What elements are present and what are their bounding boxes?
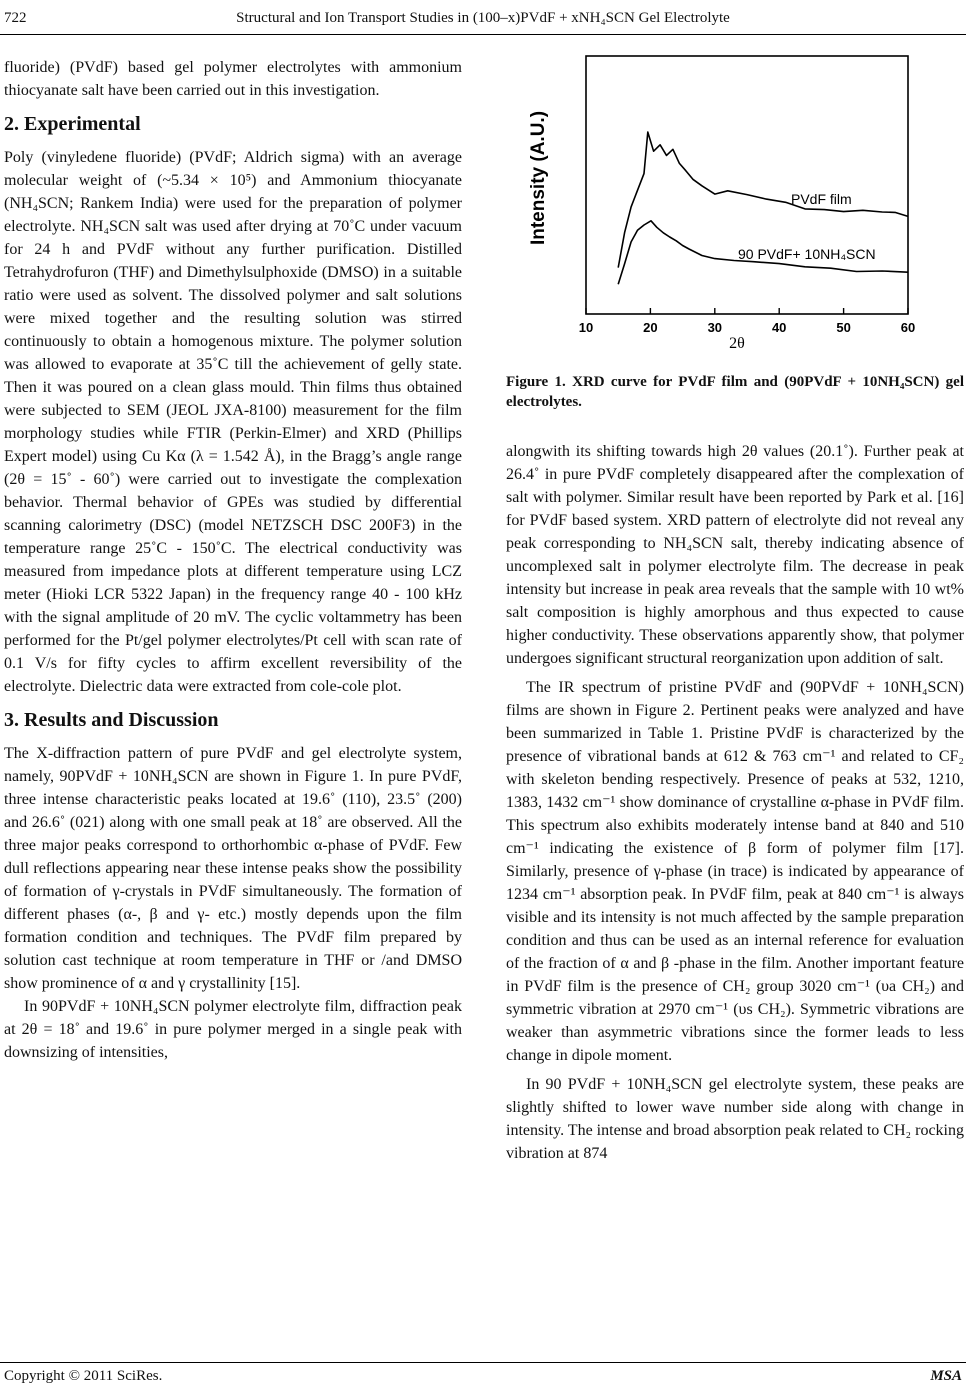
x-ticks: [579, 308, 915, 335]
page-header: [0, 10, 966, 34]
section-heading-results: 3. Results and Discussion: [4, 709, 219, 731]
copyright: Copyright © 2011 SciRes.: [4, 1368, 163, 1384]
x-axis-label: 2θ: [729, 335, 745, 352]
x-tick-label: 40: [771, 320, 787, 335]
series-label-pvdf: PVdF film: [791, 191, 852, 207]
y-axis-label: Intensity (A.U.): [528, 110, 549, 246]
continued-paragraph: alongwith its shifting towards high 2θ values (20.1˚). Further peak at 26.4˚ in pure PVdF completely disappeared after the complexation of salt with polymer. Similar result have been reported by Park et al. [16] for PVdF based system. XRD pattern of electrolyte did not reveal any peak corresponding to NH₄SCN salt, thereby indicating absence of uncomplexed salt in polymer electrolyte film. The decrease in peak intensity but increase in peak area reveals that the sample with 10 wt% salt composition is highly amorphous and thus expected to cause higher conductivity. These observations apparently show, that polymer undergoes significant structural reorganization upon addition of salt.: [506, 443, 964, 667]
x-tick-label: 50: [836, 320, 851, 335]
results-paragraph-1: The X-diffraction pattern of pure PVdF and gel electrolyte system, namely, 90PVdF + 10NH₄SCN are shown in Figure 1. In pure PVdF, three intense characteristic peaks located at 19.6˚ (110), 23.5˚ (200) and 26.6˚ (021) along with one small peak at 18˚ are observed. All the three major peaks correspond to orthorhombic α-phase of PVdF. Few dull reflections appearing near these intense peaks show the possibility of formation of γ-crystals in PVdF simultaneously. The formation of different phases (α-, β and γ- etc.) mostly depends upon the film formation condition and techniques. The PVdF film prepared by solution cast technique at room temperature in THF or /and DMSO show prominence of α and γ crystallinity [15].: [4, 745, 462, 992]
results-paragraph-2: In 90PVdF + 10NH₄SCN polymer electrolyte film, diffraction peak at 2θ = 18˚ and 19.6˚ in pure polymer merged in a single peak with downsizing of intensities,: [4, 998, 462, 1061]
figure-1: [506, 48, 964, 408]
experimental-paragraph: Poly (vinyledene fluoride) (PVdF; Aldrich sigma) with an average molecular weight of (~5.34 × 10⁵) and Ammonium thiocyanate (NH₄SCN; Rankem India) were used for the preparation of polymer electrolyte. NH₄SCN salt was used after drying at 70˚C under vacuum for 24 h and PVdF without any further purification. Distilled Tetrahydrofuron (THF) and Dimethylsulphoxide (DMSO) in a suitable ratio were used as solvent. The dissolved polymer and salt solutions were mixed together and the resulting solution was stirred continuously to obtain a homogenous mixture. The polymer solution was allowed to evaporate at 35˚C till the achievement of gelly state. Then it was poured on a clean glass mould. Thin films thus obtained were subjected to SEM (JEOL JXA-8100) measurement for the film morphology studies while FTIR (Perkin-Elmer) and XRD (Phillips Expert model) using Cu Kα (λ = 1.542 Å), in the Bragg’s angle range (2θ = 15˚ - 60˚) were carried out to investigate the complexation behavior. Thermal behavior of GPEs was studied by differential scanning calorimetry (DSC) (model NETZSCH DSC 200F3) in the temperature range 25˚C - 150˚C. The electrical conductivity was measured from impedance plots at different temperature using LCZ meter (Hioki LCR 5322 Japan) in the frequency range 40 - 100 kHz with the signal amplitude of 20 mV. The cyclic voltammetry has been performed for the Pt/gel polymer electrolytes/Pt cell with scan rate of 0.1 V/s for fifty cycles to affirm excellent reversibility of the electrolyte. Dielectric data were extracted from cole-cole plot.: [4, 149, 462, 695]
x-tick-label: 20: [643, 320, 658, 335]
xrd-chart: [506, 48, 964, 368]
ir-paragraph: The IR spectrum of pristine PVdF and (90PVdF + 10NH₄SCN) films are shown in Figure 2. Pertinent peaks were analyzed and have been summarized in Table 1. Pristine PVdF is characterized by the presence of vibrational bands at 612 & 763 cm⁻¹ and related to CF₂ with skeleton bending respectively. Presence of peaks at 532, 1210, 1383, 1432 cm⁻¹ show dominance of crystalline α-phase in PVdF film. This spectrum also exhibits moderately intense band at 840 and 510 cm⁻¹ indicating the existence of β form of polymer film [17]. Similarly, presence of γ-phase (in trace) is indicated by appearance of 1234 cm⁻¹ absorption peak. In PVdF film, peak at 840 cm⁻¹ is always visible and its intensity is not much affected by the sample preparation condition and thus can be used as an internal reference for evaluation of the fraction of α and β -phase in the film. Another important feature in PVdF film is the presence of CH₂ group 3020 cm⁻¹ (υa CH₂) and symmetric vibration at 2970 cm⁻¹ (υs CH₂). Symmetric vibrations are weaker than asymmetric vibrations since the former leads to less change in dipole moment.: [506, 679, 964, 1064]
figure-caption: Figure 1. XRD curve for PVdF film and (90PVdF + 10NH₄SCN) gel electrolytes.: [506, 374, 964, 410]
x-tick-label: 10: [578, 320, 594, 335]
x-tick-label: 60: [900, 320, 916, 335]
header-rule: [0, 34, 966, 35]
plot-frame: [586, 56, 908, 314]
page-number: 722: [4, 10, 27, 26]
series-label-gel: 90 PVdF+ 10NH₄SCN: [738, 246, 876, 262]
section-heading-experimental: 2. Experimental: [4, 113, 141, 135]
x-tick-label: 30: [707, 320, 723, 335]
right-column: [506, 440, 964, 1165]
footer-rule: [0, 1362, 966, 1363]
intro-paragraph: fluoride) (PVdF) based gel polymer electrolytes with ammonium thiocyanate salt have been carried out in this investigation.: [4, 59, 462, 99]
gel-paragraph: In 90 PVdF + 10NH₄SCN gel electrolyte system, these peaks are slightly shifted to lower wave number side along with change in intensity. The intense and broad absorption peak related to CH₂ rocking vibration at 874: [506, 1076, 964, 1162]
running-title: Structural and Ion Transport Studies in (100–x)PVdF + xNH₄SCN Gel Electrolyte: [236, 10, 730, 26]
left-column: [4, 56, 462, 1064]
journal-abbrev: MSA: [930, 1368, 962, 1384]
